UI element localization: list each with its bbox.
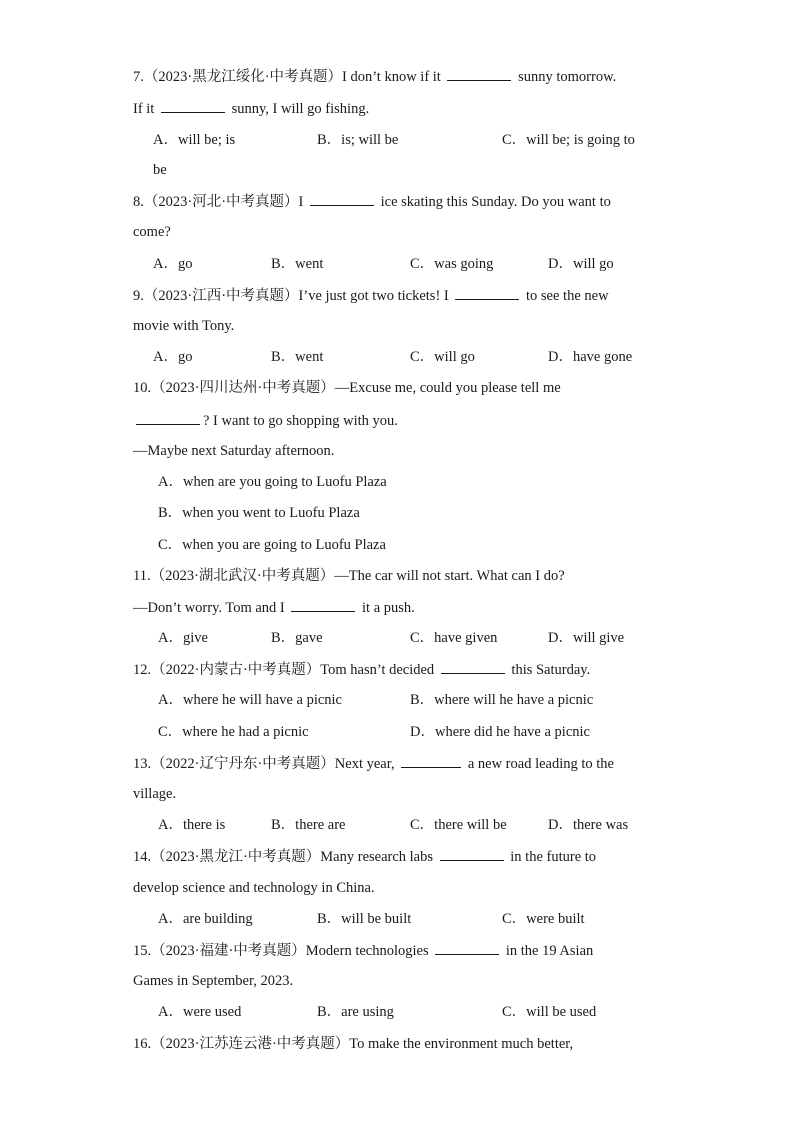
answer-option[interactable]: B．gave <box>271 630 323 646</box>
answer-option[interactable]: A．there is <box>158 817 226 833</box>
answer-option[interactable]: C．there will be <box>410 817 507 833</box>
question-line <box>133 1034 663 1054</box>
answer-blank[interactable] <box>435 940 499 955</box>
answer-option[interactable]: A．where he will have a picnic <box>158 692 342 708</box>
question-text: 11.（2023·湖北武汉·中考真题）—The car will not start. What can I do? <box>133 568 565 584</box>
question-line <box>133 316 663 336</box>
answer-blank[interactable] <box>440 846 504 861</box>
answer-blank[interactable] <box>136 410 200 425</box>
question-text: sunny tomorrow. <box>514 69 617 85</box>
question-line <box>133 222 663 242</box>
answer-option[interactable]: D．will go <box>548 256 614 272</box>
question-text: come? <box>133 224 171 240</box>
question-text: it a push. <box>358 600 415 616</box>
question-line <box>133 566 663 586</box>
question-text: this Saturday. <box>507 662 591 678</box>
question-text: 10.（2023·四川达州·中考真题）—Excuse me, could you please tell me <box>133 380 561 396</box>
question-text: village. <box>133 786 177 802</box>
answer-option[interactable]: B．went <box>271 349 324 365</box>
question-text: 9.（2023·江西·中考真题）I’ve just got two tickets! I <box>133 288 453 304</box>
question-text: 13.（2022·辽宁丹东·中考真题）Next year, <box>133 756 399 772</box>
answer-option[interactable]: B．there are <box>271 817 346 833</box>
question-line <box>133 410 663 431</box>
question-text: 7.（2023·黑龙江绥化·中考真题）I don’t know if it <box>133 69 445 85</box>
answer-option[interactable]: D．will give <box>548 630 625 646</box>
question-text: sunny, I will go fishing. <box>227 101 370 117</box>
answer-blank[interactable] <box>161 98 225 113</box>
answer-option[interactable]: C．were built <box>502 911 585 927</box>
answer-option[interactable]: C．will go <box>410 349 475 365</box>
answer-option[interactable]: be <box>153 162 167 178</box>
answer-option[interactable]: D．have gone <box>548 349 633 365</box>
question-text: a new road leading to the <box>464 756 614 772</box>
answer-option[interactable]: C．have given <box>410 630 498 646</box>
answer-option[interactable]: A．give <box>158 630 208 646</box>
question-text: —Maybe next Saturday afternoon. <box>133 443 335 459</box>
question-line <box>133 784 663 804</box>
answer-option[interactable]: A．will be; is <box>153 132 236 148</box>
answer-option[interactable]: C．will be used <box>502 1004 597 1020</box>
question-line <box>133 66 663 87</box>
answer-option[interactable]: B．is; will be <box>317 132 399 148</box>
answer-option[interactable]: C．where he had a picnic <box>158 724 309 740</box>
question-text: 8.（2023·河北·中考真题）I <box>133 194 307 210</box>
answer-blank[interactable] <box>441 659 505 674</box>
answer-blank[interactable] <box>447 66 511 81</box>
question-line <box>133 191 663 212</box>
answer-option[interactable]: B．went <box>271 256 324 272</box>
question-line <box>133 971 663 991</box>
question-text: 12.（2022·内蒙古·中考真题）Tom hasn’t decided <box>133 662 438 678</box>
question-text: develop science and technology in China. <box>133 880 375 896</box>
question-text: —Don’t worry. Tom and I <box>133 600 289 616</box>
question-text: If it <box>133 101 158 117</box>
answer-blank[interactable] <box>291 597 355 612</box>
question-line <box>133 597 663 618</box>
question-text: in the 19 Asian <box>502 943 594 959</box>
question-line <box>133 441 663 461</box>
answer-option[interactable]: A．when are you going to Luofu Plaza <box>158 474 387 490</box>
answer-option[interactable]: A．go <box>153 256 193 272</box>
answer-option[interactable]: A．are building <box>158 911 253 927</box>
answer-option[interactable]: C．when you are going to Luofu Plaza <box>158 537 386 553</box>
answer-option[interactable]: A．were used <box>158 1004 242 1020</box>
answer-option[interactable]: B．when you went to Luofu Plaza <box>158 505 360 521</box>
answer-option[interactable]: A．go <box>153 349 193 365</box>
question-line <box>133 753 663 774</box>
answer-option[interactable]: B．where will he have a picnic <box>410 692 594 708</box>
question-line <box>133 940 663 961</box>
question-text: 16.（2023·江苏连云港·中考真题）To make the environment much better, <box>133 1036 574 1052</box>
question-text: in the future to <box>506 849 597 865</box>
answer-option[interactable]: D．where did he have a picnic <box>410 724 590 740</box>
answer-option[interactable]: C．was going <box>410 256 494 272</box>
answer-option[interactable]: B．are using <box>317 1004 394 1020</box>
question-line <box>133 98 663 119</box>
question-line <box>133 378 663 398</box>
answer-blank[interactable] <box>310 191 374 206</box>
answer-option[interactable]: C．will be; is going to <box>502 132 635 148</box>
question-line <box>133 878 663 898</box>
question-text: 15.（2023·福建·中考真题）Modern technologies <box>133 943 433 959</box>
answer-blank[interactable] <box>401 753 461 768</box>
question-text: Games in September, 2023. <box>133 973 294 989</box>
question-line <box>133 846 663 867</box>
answer-blank[interactable] <box>455 285 519 300</box>
answer-option[interactable]: B．will be built <box>317 911 412 927</box>
question-text: ? I want to go shopping with you. <box>203 413 398 429</box>
question-text: ice skating this Sunday. Do you want to <box>377 194 611 210</box>
question-line <box>133 285 663 306</box>
question-text: movie with Tony. <box>133 318 235 334</box>
answer-option[interactable]: D．there was <box>548 817 629 833</box>
question-text: 14.（2023·黑龙江·中考真题）Many research labs <box>133 849 437 865</box>
question-text: to see the new <box>522 288 609 304</box>
question-line <box>133 659 663 680</box>
